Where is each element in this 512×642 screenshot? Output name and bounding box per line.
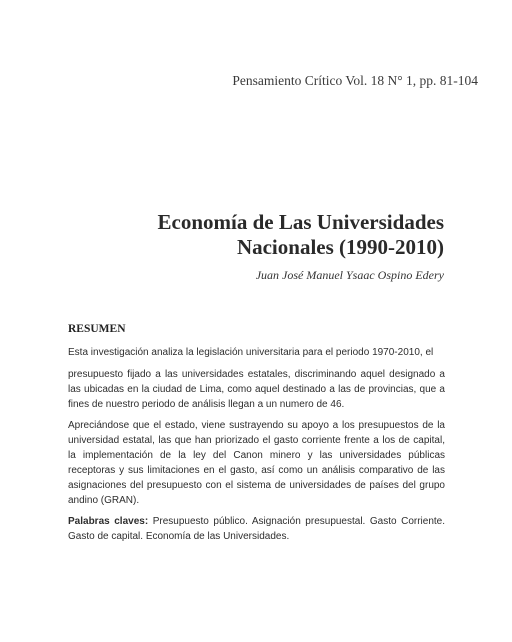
keywords-text: Presupuesto público. Asignación presupuestal. Gasto Corriente. Gasto de capital. Economía de las Universidades. bbox=[68, 516, 446, 542]
title-line-2: Nacionales (1990-2010) bbox=[236, 235, 444, 259]
abstract-heading: RESUMEN bbox=[68, 323, 126, 335]
abstract-paragraph-3: Apreciándose que el estado, viene sustrayendo su apoyo a los presupuestos de la universidad estatal, las que han priorizado el gasto corriente frente a los de capital, la implementación de la ley del Canon minero y las universidades públicas receptoras y sus limitaciones en el gasto, así como un análisis comparativo de las asignaciones del presupuesto con el sistema de universidades de países del grupo andino (GRAN). bbox=[68, 420, 445, 506]
paper-title bbox=[64, 210, 444, 260]
abstract-paragraph-1: Esta investigación analiza la legislación universitaria para el periodo 1970-2010, el bbox=[68, 347, 434, 358]
abstract-paragraph-2: presupuesto fijado a las universidades estatales, discriminando aquel designado a las ubicadas en la ciudad de Lima, como aquel destinado a las de provincias, que a fines de nuestro periodo de análisis llegan a un numero de 46. bbox=[68, 369, 445, 410]
abstract-section bbox=[68, 322, 445, 550]
author-name: Juan José Manuel Ysaac Ospino Edery bbox=[255, 268, 444, 282]
title-line-1: Economía de Las Universidades bbox=[157, 210, 444, 234]
journal-reference: Pensamiento Crítico Vol. 18 N° 1, pp. 81-104 bbox=[232, 73, 478, 88]
keywords-label: Palabras claves: bbox=[68, 516, 149, 527]
keywords bbox=[68, 514, 445, 544]
